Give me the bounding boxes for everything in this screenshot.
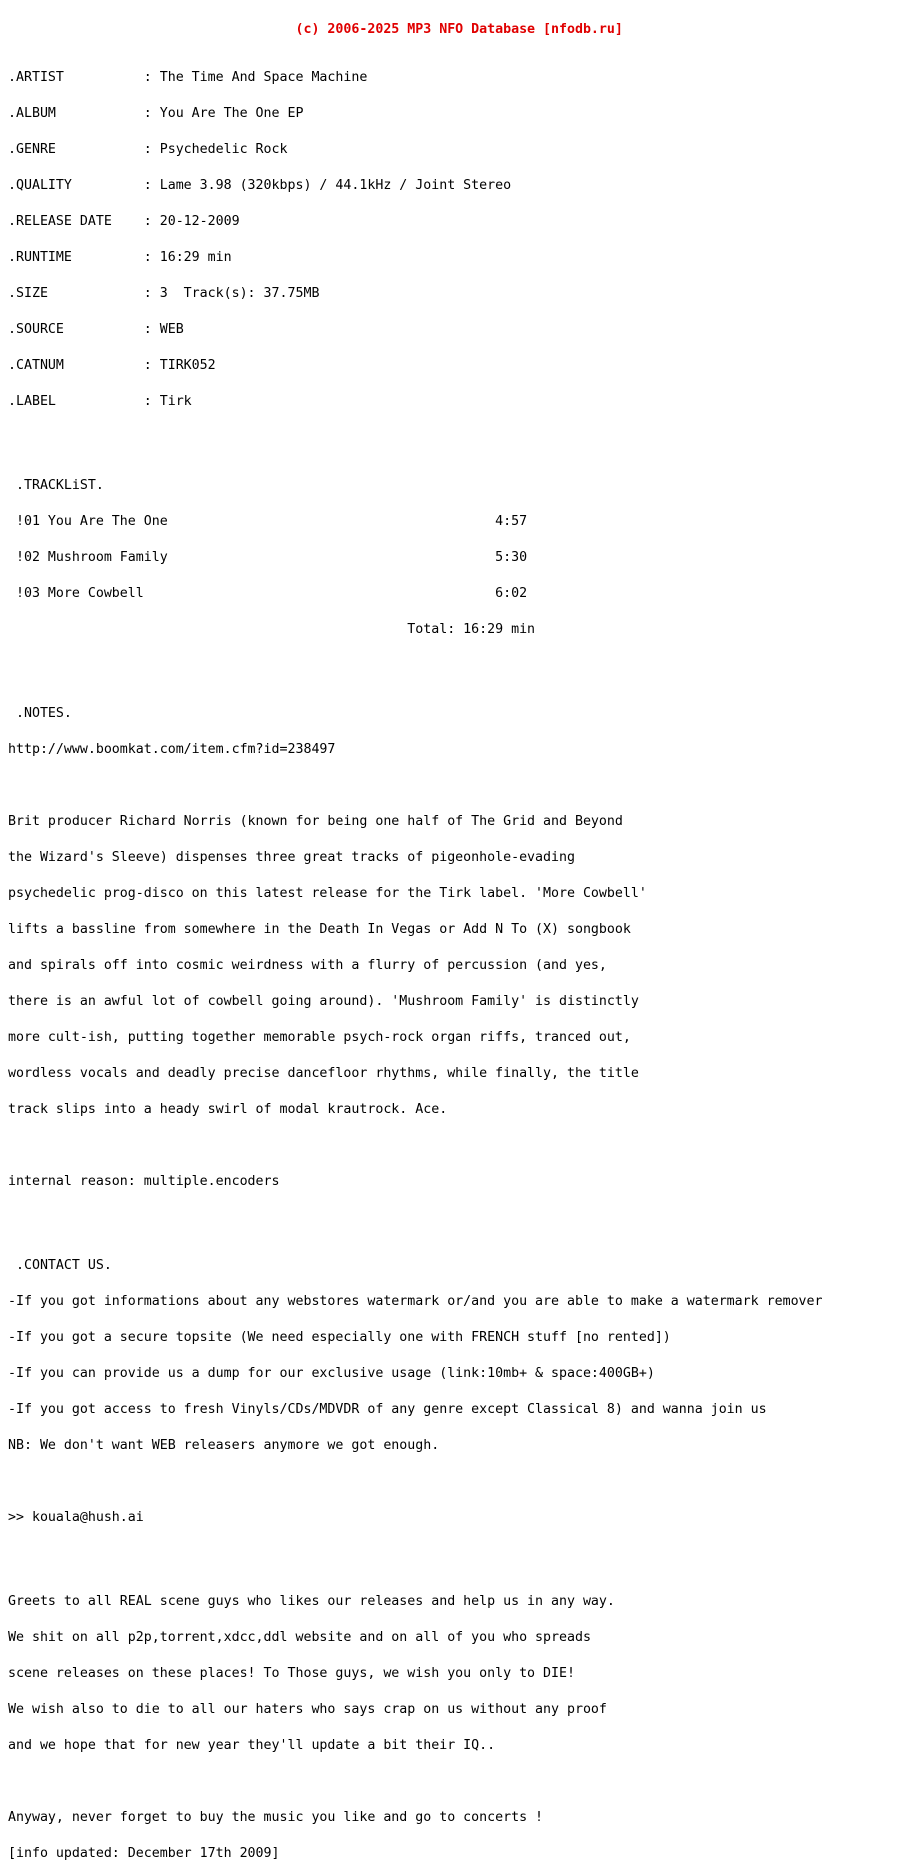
notes-description-line: and spirals off into cosmic weirdness with a flurry of percussion (and yes,	[8, 958, 607, 973]
notes-description-line: the Wizard's Sleeve) dispenses three great tracks of pigeonhole-evading	[8, 850, 575, 865]
notes-url: http://www.boomkat.com/item.cfm?id=238497	[8, 742, 336, 757]
track-3: !03 More Cowbell 6:02	[8, 586, 528, 601]
contact-line: -If you got informations about any webstores watermark or/and you are able to make a watermark remover	[8, 1294, 823, 1309]
info-quality: .QUALITY : Lame 3.98 (320kbps) / 44.1kHz / Joint Stereo	[8, 178, 512, 193]
contact-line: -If you can provide us a dump for our exclusive usage (link:10mb+ & space:400GB+)	[8, 1366, 655, 1381]
blank-line	[8, 1476, 823, 1488]
track-1: !01 You Are The One 4:57	[8, 514, 528, 529]
notes-description-line: wordless vocals and deadly precise dancefloor rhythms, while finally, the title	[8, 1066, 639, 1081]
notes-description-line: there is an awful lot of cowbell going around). 'Mushroom Family' is distinctly	[8, 994, 639, 1009]
internal-reason: internal reason: multiple.encoders	[8, 1174, 280, 1189]
blank-line	[8, 1548, 823, 1560]
contact-line: -If you got a secure topsite (We need especially one with FRENCH stuff [no rented])	[8, 1330, 671, 1345]
tracklist-title: .TRACKLiST.	[8, 478, 104, 493]
info-release-date: .RELEASE DATE : 20-12-2009	[8, 214, 240, 229]
info-album: .ALBUM : You Are The One EP	[8, 106, 304, 121]
blank-line	[8, 780, 823, 792]
contact-email: >> kouala@hush.ai	[8, 1510, 144, 1525]
closing-line: Anyway, never forget to buy the music you like and go to concerts !	[8, 1810, 544, 1825]
info-artist: .ARTIST : The Time And Space Machine	[8, 70, 368, 85]
contact-line: NB: We don't want WEB releasers anymore we got enough.	[8, 1438, 440, 1453]
copyright-header: (c) 2006-2025 MP3 NFO Database [nfodb.ru]	[8, 22, 623, 37]
greets-line: scene releases on these places! To Those guys, we wish you only to DIE!	[8, 1666, 575, 1681]
notes-description-line: lifts a bassline from somewhere in the Death In Vegas or Add N To (X) songbook	[8, 922, 631, 937]
greets-line: We shit on all p2p,torrent,xdcc,ddl website and on all of you who spreads	[8, 1630, 591, 1645]
contact-line: -If you got access to fresh Vinyls/CDs/MDVDR of any genre except Classical 8) and wanna join us	[8, 1402, 767, 1417]
notes-description-line: psychedelic prog-disco on this latest release for the Tirk label. 'More Cowbell'	[8, 886, 647, 901]
blank-line	[8, 432, 823, 444]
track-2: !02 Mushroom Family 5:30	[8, 550, 528, 565]
info-genre: .GENRE : Psychedelic Rock	[8, 142, 288, 157]
info-size: .SIZE : 3 Track(s): 37.75MB	[8, 286, 320, 301]
greets-line: Greets to all REAL scene guys who likes our releases and help us in any way.	[8, 1594, 615, 1609]
tracklist-total: Total: 16:29 min	[8, 622, 536, 637]
info-runtime: .RUNTIME : 16:29 min	[8, 250, 232, 265]
blank-line	[8, 660, 823, 672]
info-updated: [info updated: December 17th 2009]	[8, 1846, 280, 1861]
info-label: .LABEL : Tirk	[8, 394, 192, 409]
notes-description-line: track slips into a heady swirl of modal krautrock. Ace.	[8, 1102, 448, 1117]
notes-description-line: more cult-ish, putting together memorable psych-rock organ riffs, tranced out,	[8, 1030, 631, 1045]
greets-line: and we hope that for new year they'll update a bit their IQ..	[8, 1738, 496, 1753]
blank-line	[8, 1776, 823, 1788]
info-catnum: .CATNUM : TIRK052	[8, 358, 216, 373]
info-source: .SOURCE : WEB	[8, 322, 184, 337]
greets-line: We wish also to die to all our haters who says crap on us without any proof	[8, 1702, 607, 1717]
blank-line	[8, 1212, 823, 1224]
notes-title: .NOTES.	[8, 706, 72, 721]
blank-line	[8, 1140, 823, 1152]
notes-description-line: Brit producer Richard Norris (known for being one half of The Grid and Beyond	[8, 814, 623, 829]
contact-title: .CONTACT US.	[8, 1258, 112, 1273]
nfo-document	[8, 0, 823, 1872]
